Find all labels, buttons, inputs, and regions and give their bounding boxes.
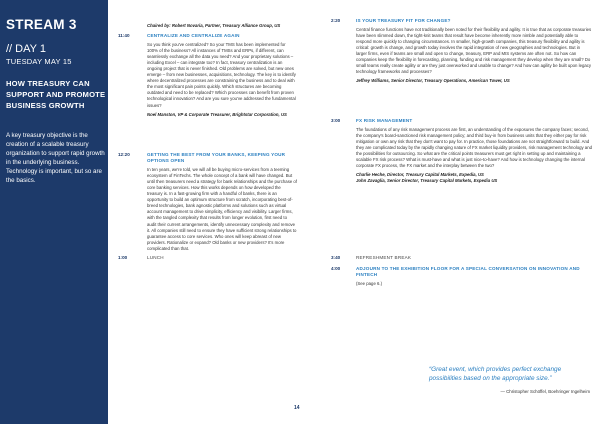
session-title: CENTRALIZE AND CENTRALIZE AGAIN: [147, 33, 240, 38]
session-body: The foundations of any risk management process are first, an understanding of the exposures the company faces; second, the company's board-sanctioned risk management policy; and third buy-in from business units that they either pay for risk mitigation or own any risk that they don't want to pay for. In practice, those foundations are not straightforward to build. And they are complicated today by the rapidly changing nature of FX market liquidity providers, risk management technology and the possibilities for outsourcing. So what are the critical points treasurers must get right in setting up and maintaining a scalable FX risk process? What is must-have and what is just nice-to-have? And how is technology changing the internal corporate FX process, the FX market and the interplay between the two?: [356, 127, 592, 169]
session-centralize: [147, 33, 297, 118]
sidebar: [0, 0, 108, 424]
session-body: Central finance functions have not traditionally been noted for their flexibility and agility. It is true that as corporate treasuries have been slimmed down, the tight-knit teams that result have become inherently more nimble and potentially able to respond more quickly to changing circumstances. In smaller, high-growth companies, this treasury flexibility and agility is critical: growth is change, and growth today involves the rapid integration of new geographies and technologies. But in larger firms, even if teams are small and open to change, treasury, ERP and MIS systems are often not. So how can companies keep the flexibility in forecasting, planning, funding and risk management they develop when they are small? Do small teams really create agility or are they just overworked and unable to change? And how can agility be built upon legacy technology frameworks and processes?: [356, 27, 592, 75]
testimonial-quote: “Great event, which provides perfect exchange possibilities based on the appropriate size.”: [429, 366, 562, 382]
session-fit-for-change: [356, 18, 592, 84]
session-title: REFRESHMENT BREAK: [356, 255, 412, 260]
chair-line: Chaired by: Robert Novaria, Partner, Treasury Alliance Group, US: [147, 23, 281, 28]
session-title: ADJOURN TO THE EXHIBITION FLOOR FOR A SPECIAL CONVERSATION ON INNOVATION AND FINTECH: [356, 266, 580, 278]
session-speakers: Jeffrey Williams, Senior Director, Treasury Operations, American Tower, US: [356, 78, 510, 84]
session-time: 3:40: [331, 255, 341, 260]
session-title: IS YOUR TREASURY FIT FOR CHANGE?: [356, 18, 451, 23]
session-note: (See page 6.): [356, 281, 383, 287]
session-time: 3:00: [331, 118, 341, 123]
session-title: FX RISK MANAGEMENT: [356, 118, 413, 123]
session-speakers: Noel Manston, VP & Corporate Treasurer, Brightstar Corporation, US: [147, 111, 287, 117]
day-label: // DAY 1: [6, 43, 46, 55]
session-fx-risk: [356, 118, 592, 184]
stream-theme: HOW TREASURY CAN SUPPORT AND PROMOTE BUSINESS GROWTH: [6, 79, 106, 110]
session-body: In ten years, we're told, we will all be buying micro-services from a teeming ecosystem of FinTechs. The whole concept of a bank will have changed. But until then treasurers need a strategy for bank relationships and the purchase of core banking services. How this works depends on how developed the treasury is. In a fast-growing firm with a handful of banks, there is an opportunity to build an optimum structure from scratch, incorporating best-of-breed technologies, bank agnostic platforms and solutions such as virtual account management to drive simplicity, efficiency and visibility. Larger firms, with the tangled complexity that results from longer evolution, first need to audit their current arrangements, identify unnecessary complexity and remove it. All companies still need to ensure they have sufficient strong relationships to guarantee access to core services. Who ones will keep abreast of new providers. Rationalize or expand? Old banks or new providers? It's more complicated than that.: [147, 167, 298, 251]
stream-title: STREAM 3: [6, 17, 77, 32]
session-title: GETTING THE BEST FROM YOUR BANKS, KEEPING YOUR OPTIONS OPEN: [147, 152, 286, 164]
session-refreshment: [356, 255, 592, 261]
page-number: 14: [294, 405, 300, 411]
session-speakers: Charlie Heche, Director, Treasury Capital Markets, Expedia, US John Zavaglia, Senior Director, Treasury Capital Markets, Expedia US: [356, 172, 498, 184]
session-adjourn: [356, 266, 592, 287]
session-time: 11:40: [118, 33, 130, 38]
session-body: So you think you've centralized? So your TMS has been implemented for 100% of the business? All instances of TMSs and ERPs, if different, can seamlessly exchange all the data you need? And your proprietary solutions – including Excel – can integrate too? In fact, treasury centralization is an ongoing project that is never finished. Old problems are solved, but new ones emerge – from new businesses, acquisitions, technology. The key is to identify where decentralized processes are constraining the business and to deal with the most significant pain points quickly. Which structures are becoming outdated and need to be replaced? Which processes can benefit from proven technological innovation? And are you sure you've addressed the fundamental issues?: [147, 42, 296, 108]
date-label: TUESDAY MAY 15: [6, 57, 72, 66]
session-banks: [147, 152, 297, 252]
session-time: 2:20: [331, 18, 341, 23]
quote-attribution: — Christopher Schöffel, Boehringer Ingelheim: [500, 389, 590, 394]
session-time: 1:00: [118, 255, 128, 260]
session-lunch: [147, 255, 297, 261]
session-time: 4:00: [331, 266, 341, 271]
session-title: LUNCH: [147, 255, 164, 260]
stream-objective: A key treasury objective is the creation of a scalable treasury organization to support rapid growth in the underlying business. Technology is important, but so are the basics.: [6, 132, 105, 184]
session-time: 12:20: [118, 152, 130, 157]
